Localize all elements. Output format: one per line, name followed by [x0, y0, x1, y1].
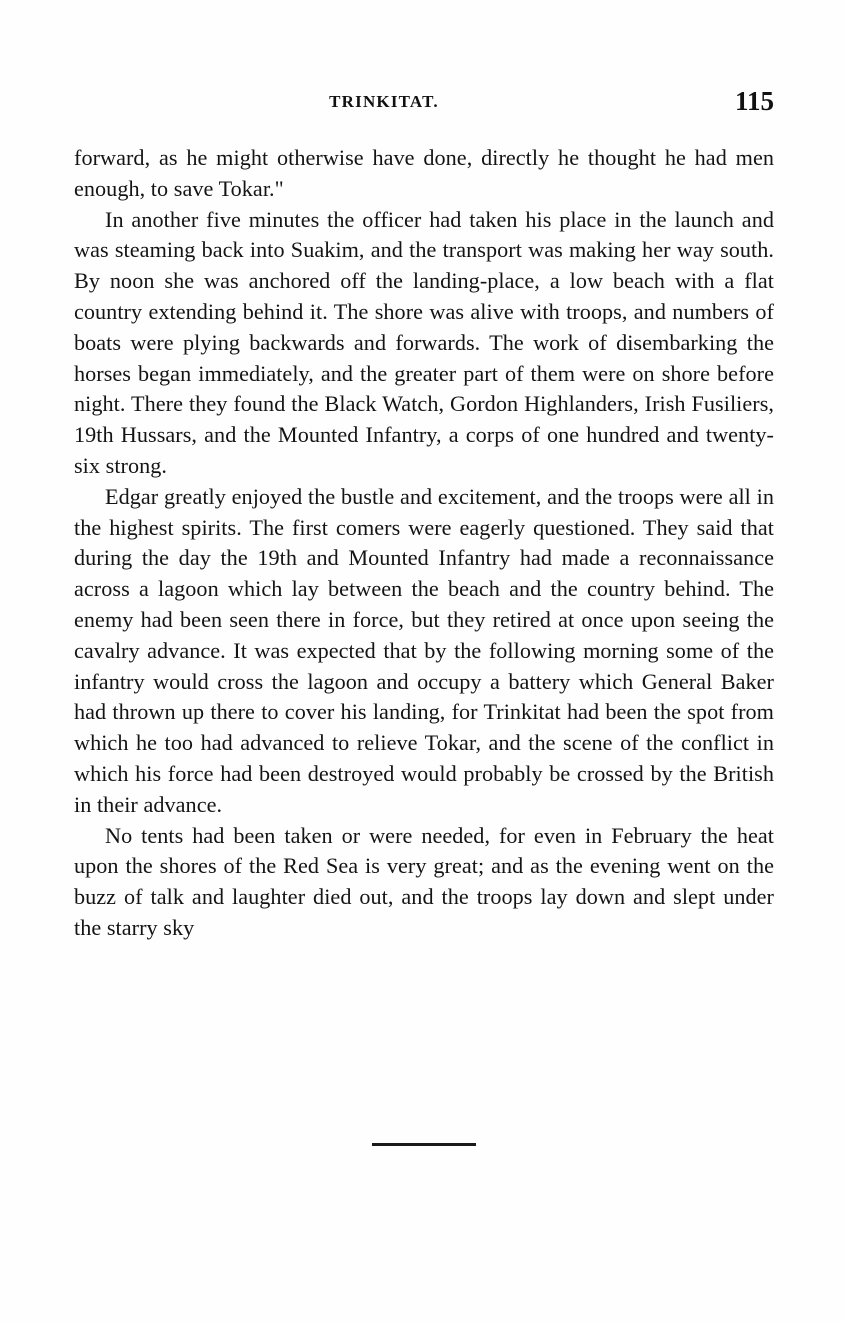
paragraph: Edgar greatly enjoyed the bustle and excitement, and the troops were all in the highest spirits. The first comers were eagerly questioned. They said that during the day the 19th and Mounted Infantry had made a reconnaissance across a lagoon which lay between the beach and the country behind. The enemy had been seen there in force, but they retired at once upon seeing the cavalry advance. It was expected that by the following morning some of the infantry would cross the lagoon and occupy a battery which General Baker had thrown up there to cover his landing, for Trinkitat had been the spot from which he too had advanced to relieve Tokar, and the scene of the conflict in which his force had been destroyed would probably be crossed by the British in their advance.	[74, 483, 774, 817]
paragraph: No tents had been taken or were needed, for even in February the heat upon the shores of the Red Sea is very great; and as the evening went on the buzz of talk and laughter died out, and the troops lay down and slept under the starry sky	[74, 822, 774, 940]
paragraph: In another five minutes the officer had taken his place in the launch and was steaming back into Suakim, and the transport was making her way south. By noon she was anchored off the landing-place, a low beach with a flat country extending behind it. The shore was alive with troops, and numbers of boats were plying backwards and forwards. The work of disembarking the horses began immediately, and the greater part of them were on shore before night. There they found the Black Watch, Gordon Highlanders, Irish Fusiliers, 19th Hussars, and the Mounted Infantry, a corps of one hundred and twenty-six strong.	[74, 206, 774, 478]
paragraph: forward, as he might otherwise have done, directly he thought he had men enough, to save Tokar."	[74, 145, 774, 201]
page-header	[74, 86, 774, 122]
page-number: 115	[734, 86, 774, 116]
body-text	[74, 143, 774, 944]
section-divider	[74, 1133, 774, 1151]
horizontal-rule-icon	[372, 1143, 476, 1146]
running-head: TRINKITAT.	[329, 92, 439, 111]
